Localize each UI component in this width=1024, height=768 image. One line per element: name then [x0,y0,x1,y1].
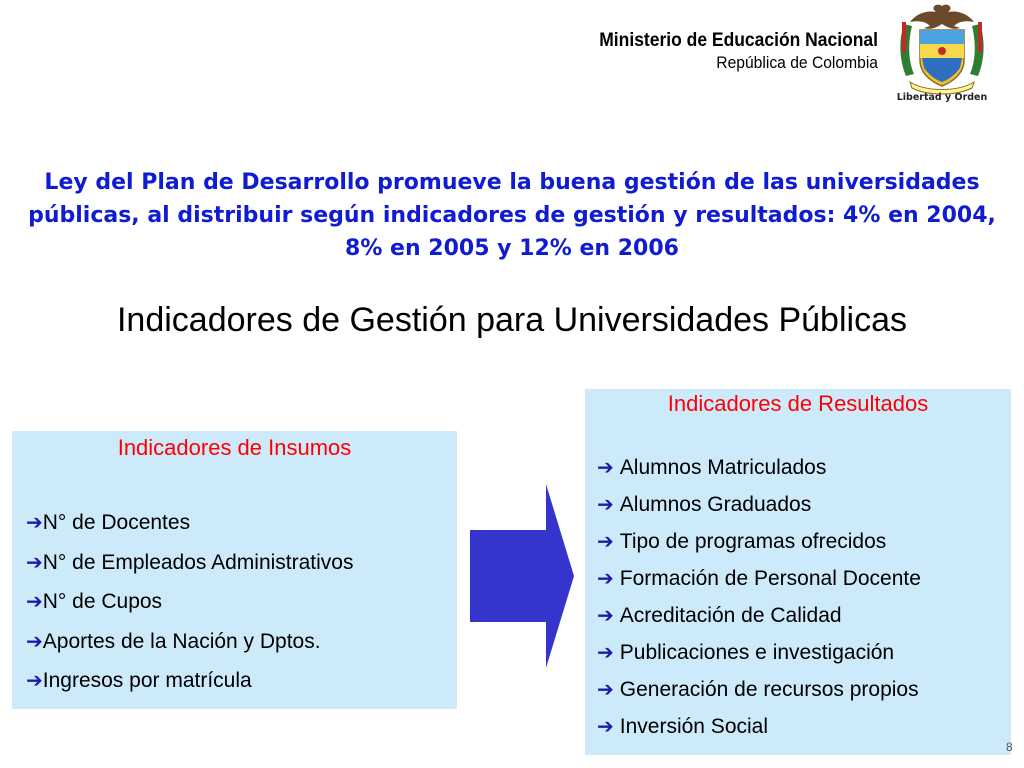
list-item [585,708,1011,745]
arrow-right-icon: ➔ [26,549,43,574]
list-item-label: N° de Docentes [42,511,191,534]
list-item [12,661,457,701]
arrow-right-icon: ➔ [597,603,614,627]
list-item-label: Alumnos Matriculados [619,456,827,479]
list-item [585,671,1011,708]
list-item [12,543,457,583]
list-item [585,634,1011,671]
list-item [12,503,457,543]
list-item [12,622,457,662]
insumos-title: Indicadores de Insumos [117,435,352,460]
arrow-right-icon: ➔ [597,566,614,590]
arrow-right-icon: ➔ [26,510,43,534]
arrow-right-icon: ➔ [26,589,43,613]
arrow-right-icon: ➔ [597,455,614,479]
list-item-label: N° de Empleados Administrativos [42,550,354,574]
arrow-right-icon: ➔ [26,628,43,653]
list-item-label: Alumnos Graduados [619,493,812,516]
republic-name: República de Colombia [716,53,878,72]
resultados-list [585,449,1011,745]
page-number: 8 [1006,740,1013,754]
list-item [585,560,1011,597]
list-item-label: Generación de recursos propios [619,678,919,701]
arrow-right-icon: ➔ [26,668,43,692]
list-item-label: Formación de Personal Docente [619,567,921,590]
headline: Ley del Plan de Desarrollo promueve la buena gestión de las universidades públicas, al distribuir según indicadores de gestión y resultados: 4% en 2004, 8% en 2005 y 12% en 2006 [28,170,996,261]
list-item-label: Aportes de la Nación y Dptos. [42,629,321,653]
insumos-panel [12,431,457,709]
list-item-label: Publicaciones e investigación [619,641,895,664]
page-title: Indicadores de Gestión para Universidades Públicas [116,301,907,339]
arrow-right-icon: ➔ [597,529,614,553]
list-item-label: N° de Cupos [42,590,163,613]
arrow-right-icon: ➔ [597,714,614,738]
list-item [585,523,1011,560]
arrow-right-icon: ➔ [597,640,614,664]
resultados-title: Indicadores de Resultados [667,391,929,416]
list-item-label: Ingresos por matrícula [42,669,252,692]
ministry-header [575,30,878,74]
list-item-label: Acreditación de Calidad [619,604,842,627]
list-item-label: Tipo de programas ofrecidos [619,530,887,553]
arrow-right-icon: ➔ [597,677,614,701]
list-item [585,486,1011,523]
arrow-right-icon: ➔ [597,492,614,516]
ministry-name: Ministerio de Educación Nacional [599,30,878,51]
list-item [585,449,1011,486]
list-item-label: Inversión Social [619,715,769,738]
big-arrow-right-icon [470,484,574,668]
resultados-panel [585,389,1011,755]
insumos-list [12,503,457,701]
crest-motto: Libertad y Orden [896,92,988,102]
list-item [12,582,457,622]
colombia-coat-of-arms-icon [896,2,988,102]
list-item [585,597,1011,634]
